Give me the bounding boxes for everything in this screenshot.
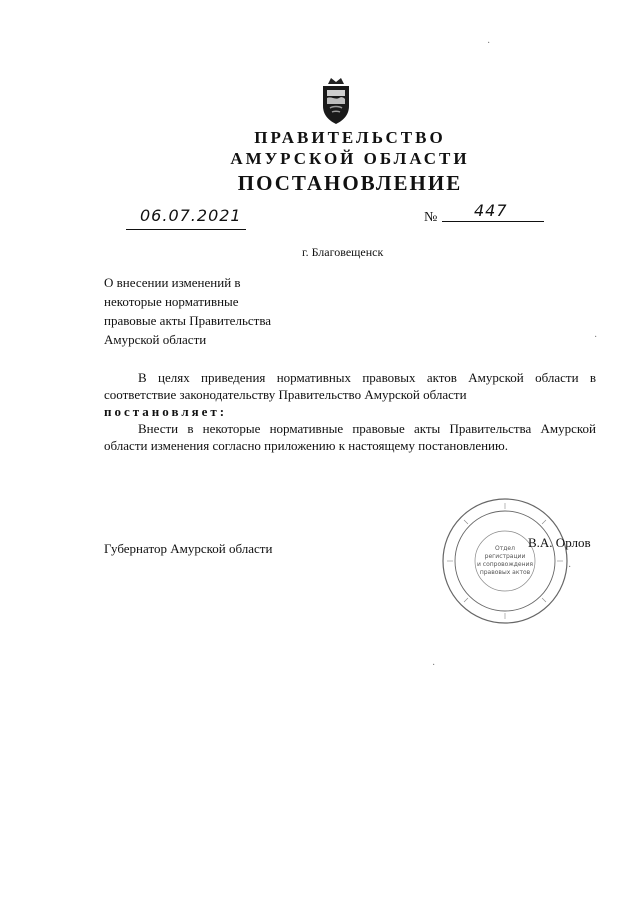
official-stamp (440, 496, 570, 626)
scan-speck: · (487, 38, 491, 49)
subject-line: некоторые нормативные (104, 294, 239, 309)
city: г. Благовещенск (302, 245, 384, 259)
scan-speck: · (568, 562, 572, 573)
body-paragraph: В целях приведения нормативных правовых актов Амурской области в соответствие законодательству Правительство Амурской области (104, 370, 596, 402)
coat-of-arms-icon (318, 74, 354, 126)
scan-speck: · (594, 332, 598, 343)
date-underline (126, 229, 246, 230)
subject-line: О внесении изменений в (104, 275, 241, 290)
number-label: № (424, 210, 438, 225)
scan-speck: · (432, 660, 436, 671)
stamp-text: регистрации (484, 553, 526, 560)
document-date: 06.07.2021 (140, 206, 242, 225)
document-type: ПОСТАНОВЛЕНИЕ (237, 171, 463, 195)
signer-title: Губернатор Амурской области (104, 541, 273, 556)
document-subject (104, 273, 364, 349)
resolves-word: постановляет: (104, 404, 228, 419)
subject-line: правовые акты Правительства (104, 313, 272, 328)
body-paragraph: Внести в некоторые нормативные правовые акты Правительства Амурской области изменения согласно приложению к настоящему постановлению. (104, 421, 596, 453)
document-number: 447 (474, 201, 508, 220)
org-name-line1: ПРАВИТЕЛЬСТВО (254, 128, 446, 147)
org-name-line2: АМУРСКОЙ ОБЛАСТИ (230, 149, 470, 168)
subject-line: Амурской области (104, 332, 207, 347)
signer-name: В.А. Орлов (528, 535, 591, 550)
stamp-text: Отдел (495, 545, 515, 552)
document-body (104, 369, 596, 454)
stamp-text: правовых актов (479, 569, 531, 576)
stamp-text: и сопровождения (476, 561, 534, 568)
number-underline (442, 221, 544, 222)
